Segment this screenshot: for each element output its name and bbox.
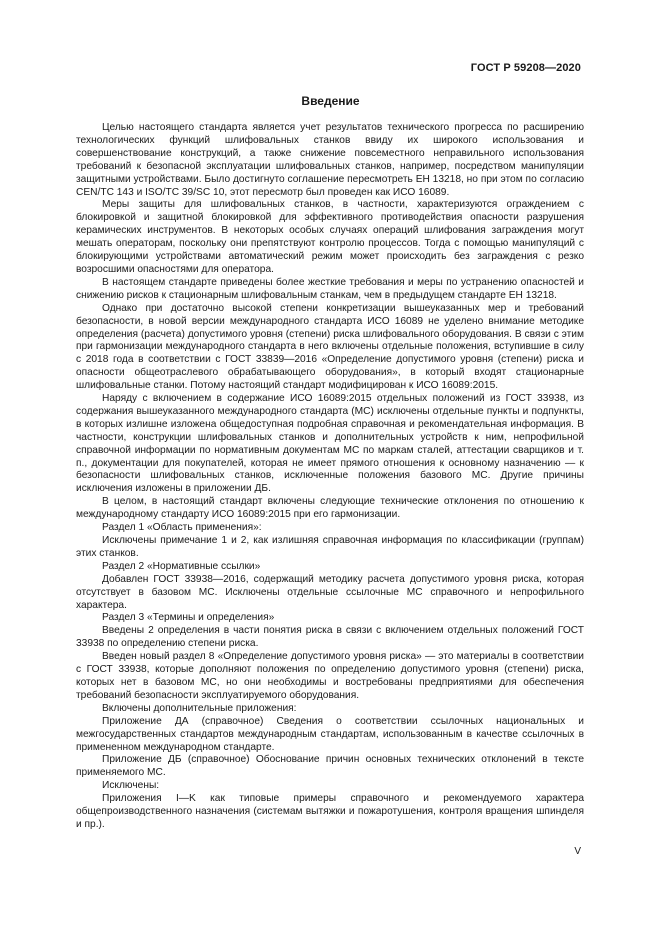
paragraph: Исключены примечание 1 и 2, как излишняя справочная информация по классификации (группам) этих станков. bbox=[76, 535, 584, 559]
paragraph: Однако при достаточно высокой степени конкретизации вышеуказанных мер и требований безопасности, в новой версии международного стандарта ИСО 16089 не уделено внимание методике определения (расчета) допустимого уровня (степени) риска шлифовального оборудования. В связи с этим при гармонизации международного стандарта в него включены отдельные положения, вступившие в силу с 2018 года в соответствии с ГОСТ 33839—2016 «Определение допустимого уровня (степени) риска и опасности общеотраслевого обрабатывающего оборудования», в который входят стационарные шлифовальные станки. Потому настоящий стандарт модифицирован к ИСО 16089:2015. bbox=[76, 302, 584, 392]
section-title: Введение bbox=[301, 94, 360, 108]
paragraph: Исключены: bbox=[102, 780, 160, 792]
paragraph: В настоящем стандарте приведены более жесткие требования и меры по устранению опасностей и снижению рисков к стационарным шлифовальным станкам, чем в предыдущем стандарте ЕН 13218. bbox=[76, 276, 584, 301]
paragraph: Приложение ДА (справочное) Сведения о соответствии ссылочных национальных и межгосударственных стандартов международным стандартам, использованным в качестве ссылочных в примененном международном стандарте. bbox=[76, 715, 584, 753]
paragraph: Приложения I—K как типовые примеры справочного и рекомендуемого характера общепроизводственного назначения (системам вытяжки и пожаротушения, контроля вращения шпинделя и пр.). bbox=[76, 793, 584, 830]
paragraph: Меры защиты для шлифовальных станков, в частности, характеризуются ограждением с блокировкой и защитной блокировкой для эффективного противодействия опасности разрушения керамических инструментов. В некоторых особых случаях операций шлифования заграждения могут мешать операторам, поскольку они препятствуют контролю процессов. Тогда с помощью манипуляций с блокирующими устройствами автоматический режим может происходить без заграждения с резко возросшими опасностями для оператора. bbox=[76, 199, 584, 275]
paragraph: Введен новый раздел 8 «Определение допустимого уровня риска» — это материалы в соответствии с ГОСТ 33938, которые дополняют положения по определению допустимого уровня (степени) риска, которых нет в базовом МС, но они необходимы и востребованы предприятиями для обеспечения требований безопасности эксплуатируемого оборудования. bbox=[76, 651, 584, 701]
paragraph: Раздел 1 «Область применения»: bbox=[102, 522, 262, 534]
paragraph: Приложение ДБ (справочное) Обоснование причин основных технических отклонений в тексте применяемого МС. bbox=[76, 754, 584, 779]
paragraph: Целью настоящего стандарта является учет результатов технического прогресса по расширению технологических функций шлифовальных станков ввиду их широкого использования и совершенствование конструкций, а также снижение повсеместного неправильного использования требований к безопасной эксплуатации шлифовальных станков, например, посредством манипуляции защитными устройствами. Было достигнуто соглашение пересмотреть ЕН 13218, но при этом по согласию CEN/TC 143 и ISO/TC 39/SC 10, этот пересмотр был проведен как ИСО 16089. bbox=[76, 122, 584, 198]
paragraph: Раздел 3 «Термины и определения» bbox=[102, 612, 275, 624]
paragraph: Добавлен ГОСТ 33938—2016, содержащий методику расчета допустимого уровня риска, которая отсутствует в базовом МС. Исключены отдельные ссылочные МС справочного и непрофильного характера. bbox=[76, 573, 584, 611]
page-number: V bbox=[574, 846, 581, 857]
body-text bbox=[76, 122, 584, 832]
paragraph: Введены 2 определения в части понятия риска в связи с включением отдельных положений ГОСТ 33938 по определению степени риска. bbox=[76, 625, 584, 650]
paragraph: В целом, в настоящий стандарт включены следующие технические отклонения по отношению к международному стандарту ИСО 16089:2015 при его гармонизации. bbox=[76, 496, 584, 521]
paragraph: Включены дополнительные приложения: bbox=[102, 702, 297, 714]
document-id: ГОСТ Р 59208—2020 bbox=[470, 62, 581, 74]
paragraph: Раздел 2 «Нормативные ссылки» bbox=[102, 560, 261, 572]
paragraph: Наряду с включением в содержание ИСО 16089:2015 отдельных положений из ГОСТ 33938, из содержания вышеуказанного международного стандарта (МС) исключены отдельные пункты и подпункты, в которых излишне изложена общедоступная подробная справочная и рекомендательная информация. В частности, конструкции шлифовальных станков и дополнительных устройств к ним, непрофильной справочной информации по нормативным документам МС по маркам сталей, аттестации сварщиков и т. п., документации для покупателей, которая не имеет прямого отношения к основному назначению — к безопасности шлифовальных станков, исключенные положения базового МС. Другие причины исключения изложены в приложении ДБ. bbox=[76, 393, 584, 495]
